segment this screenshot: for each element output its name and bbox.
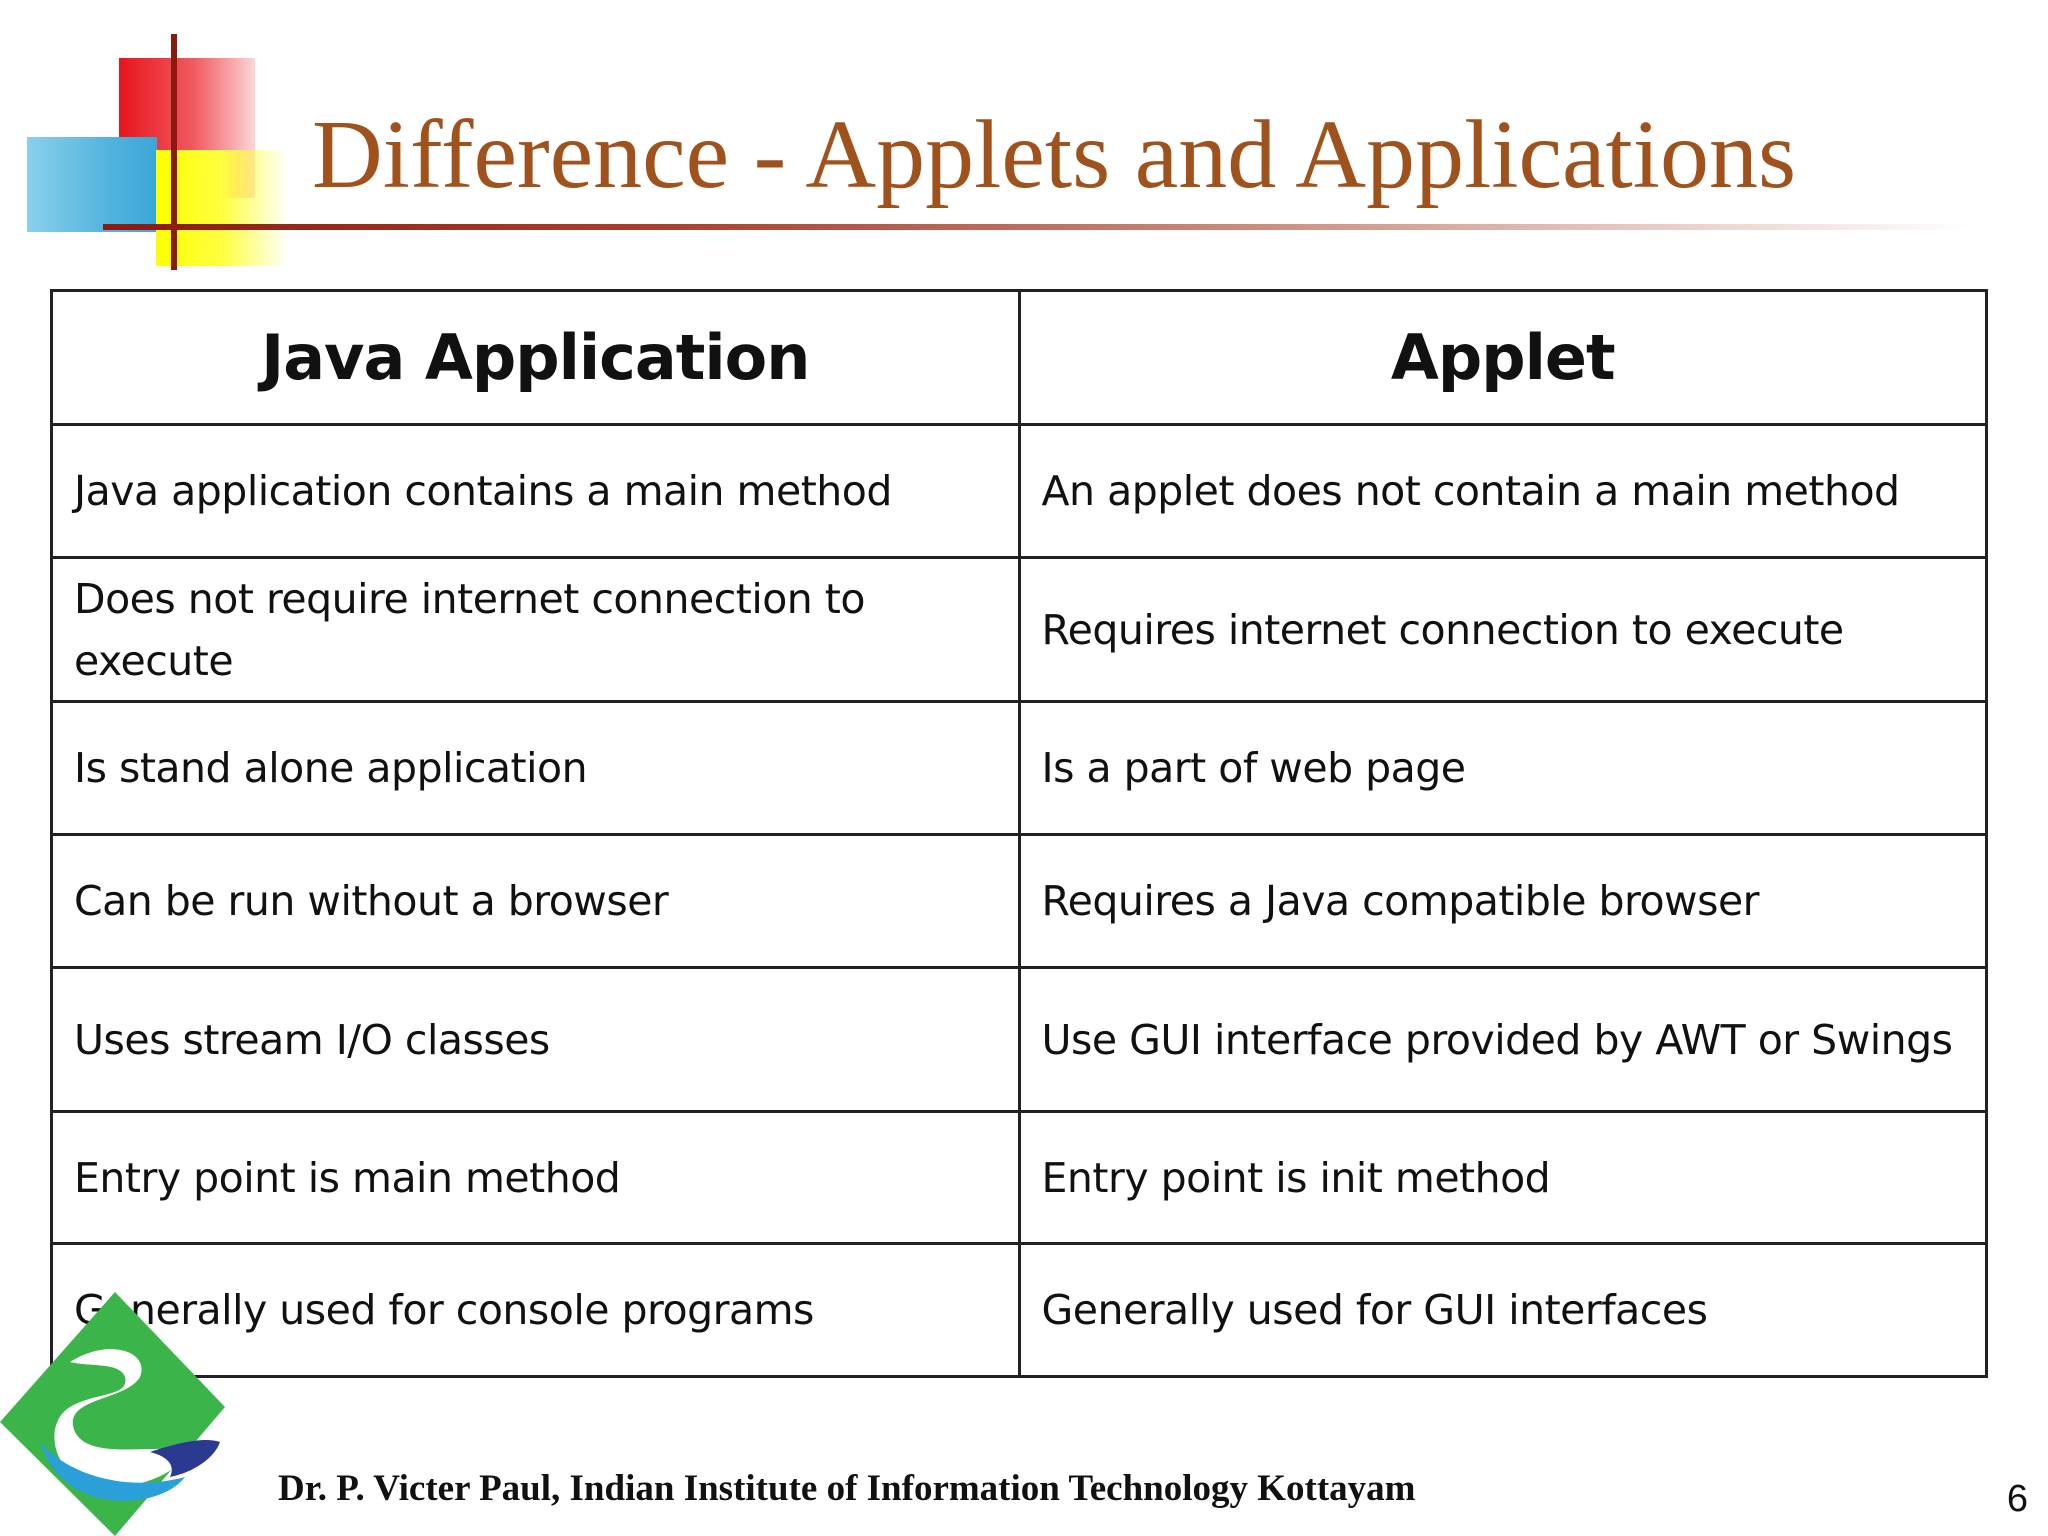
- slide-footer: Dr. P. Victer Paul, Indian Institute of Information Technology Kottayam: [278, 1468, 1416, 1509]
- table-cell-applet: Generally used for GUI interfaces: [1019, 1244, 1987, 1377]
- table-row: [52, 425, 1987, 558]
- column-header-java-application: Java Application: [52, 291, 1020, 425]
- table-cell-applet: Use GUI interface provided by AWT or Swings: [1019, 968, 1987, 1112]
- table-row: [52, 702, 1987, 835]
- corner-decoration-vertical-rule: [171, 34, 177, 270]
- page-number: 6: [2006, 1478, 2028, 1520]
- table-row: [52, 835, 1987, 968]
- table-cell-application: Entry point is main method: [52, 1112, 1020, 1244]
- table-cell-applet: An applet does not contain a main method: [1019, 425, 1987, 558]
- institute-logo-icon: [0, 1292, 225, 1536]
- table-cell-applet: Requires internet connection to execute: [1019, 558, 1987, 702]
- table-cell-application: Java application contains a main method: [52, 425, 1020, 558]
- table-row: [52, 558, 1987, 702]
- table-cell-application: Does not require internet connection to execute: [52, 558, 1020, 702]
- column-header-applet: Applet: [1019, 291, 1987, 425]
- table-cell-applet: Entry point is init method: [1019, 1112, 1987, 1244]
- table-cell-application: Is stand alone application: [52, 702, 1020, 835]
- table-header-row: [52, 291, 1987, 425]
- table-row: [52, 1244, 1987, 1377]
- table-cell-application: Can be run without a browser: [52, 835, 1020, 968]
- table-cell-application: Generally used for console programs: [52, 1244, 1020, 1377]
- corner-decoration-blue: [27, 137, 157, 232]
- table-row: [52, 1112, 1987, 1244]
- title-underline-rule: [103, 224, 1973, 230]
- slide-title: Difference - Applets and Applications: [312, 101, 1797, 209]
- table-cell-application: Uses stream I/O classes: [52, 968, 1020, 1112]
- table-cell-applet: Requires a Java compatible browser: [1019, 835, 1987, 968]
- table-cell-applet: Is a part of web page: [1019, 702, 1987, 835]
- table-row: [52, 968, 1987, 1112]
- comparison-table: [50, 289, 1988, 1378]
